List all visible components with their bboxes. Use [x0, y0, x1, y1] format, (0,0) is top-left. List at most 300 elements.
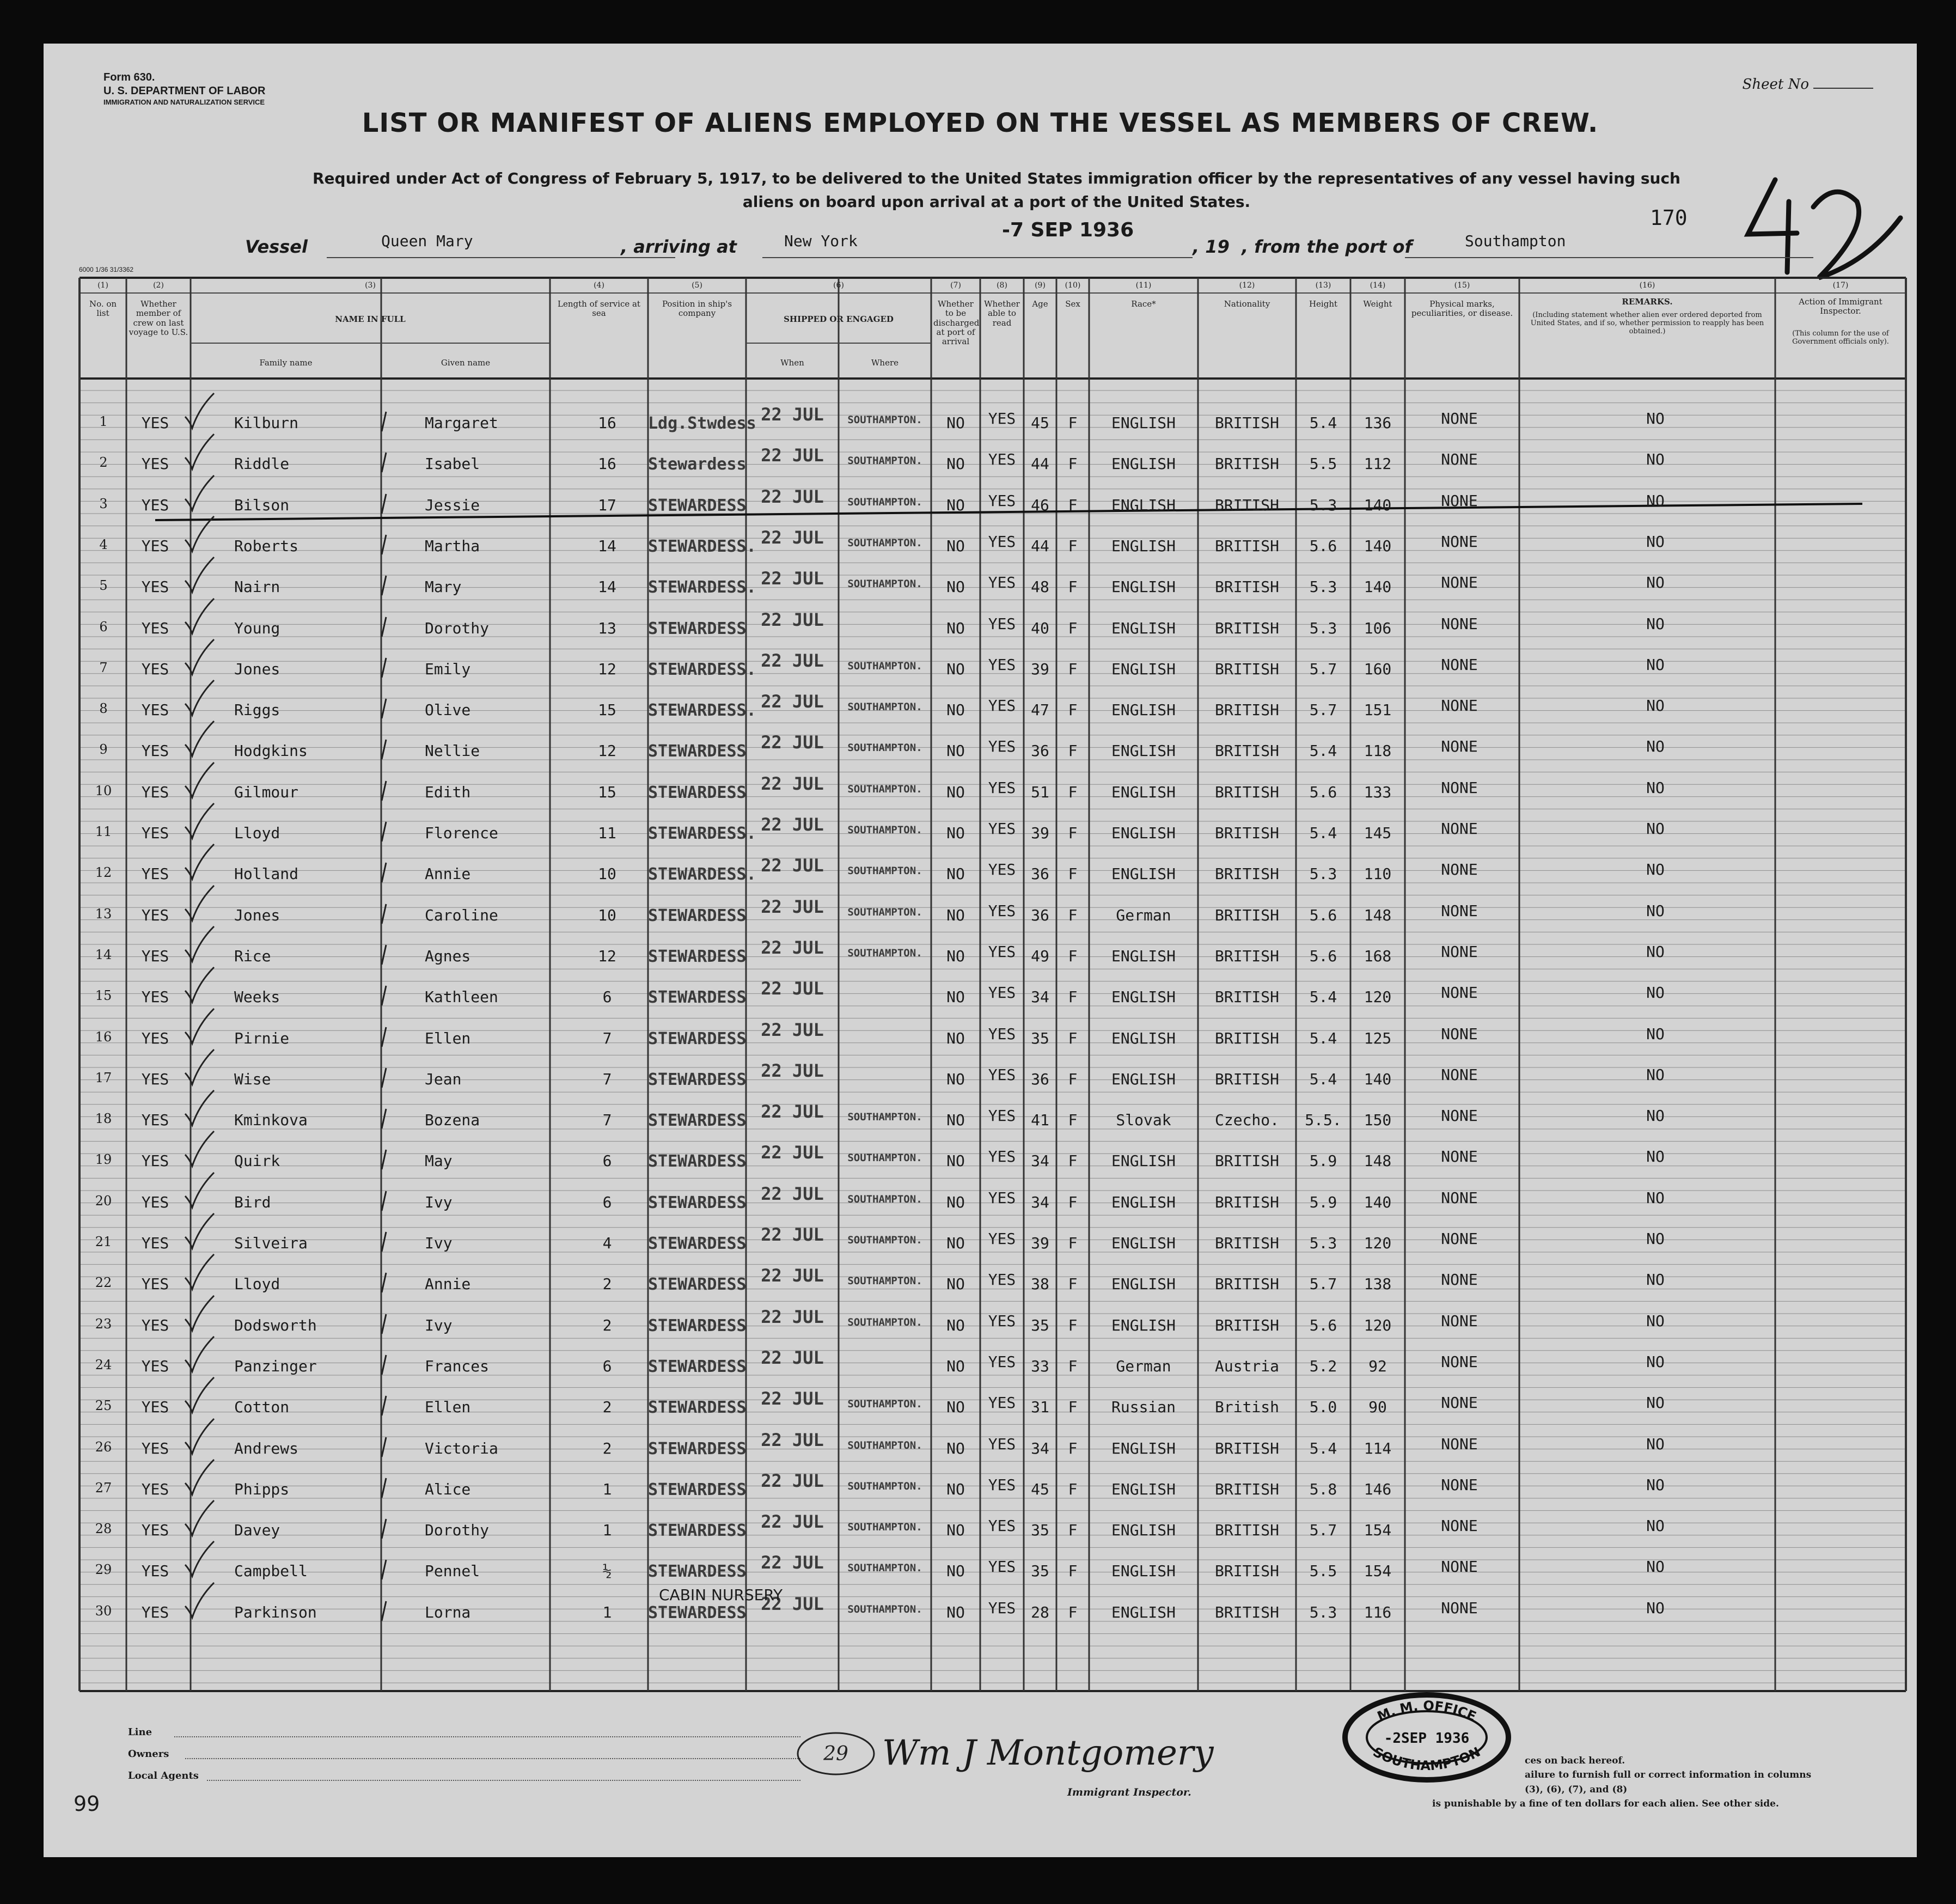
cell-family: Lloyd [234, 824, 280, 842]
cell-read: YES [988, 573, 1016, 592]
cell-when: 22 JUL [761, 1388, 824, 1409]
cell-read: YES [988, 450, 1016, 469]
cell-crew: YES [141, 455, 169, 473]
cell-where: SOUTHAMPTON. [847, 947, 922, 959]
cell-remarks: NO [1646, 410, 1665, 428]
cell-given: Ivy [425, 1234, 453, 1252]
cell-age: 31 [1031, 1398, 1049, 1417]
header-family-name: Family name [259, 358, 313, 368]
cell-family: Quirk [234, 1152, 280, 1170]
cell-marks: NONE [1441, 1311, 1478, 1330]
cell-when: 22 JUL [761, 1429, 824, 1450]
cell-no: 29 [95, 1562, 112, 1578]
cell-where: SOUTHAMPTON. [847, 742, 922, 754]
cell-disch: NO [946, 1070, 965, 1088]
cell-height: 5.4 [1309, 414, 1337, 432]
cell-nat: BRITISH [1214, 619, 1280, 637]
check-mark-icon [182, 761, 215, 800]
tally-slash-icon [378, 1149, 389, 1170]
check-mark-icon [182, 1418, 215, 1456]
cell-where: SOUTHAMPTON. [847, 1316, 922, 1328]
cell-age: 38 [1031, 1275, 1049, 1293]
cell-when: 22 JUL [761, 650, 824, 671]
cell-given: Ivy [425, 1316, 453, 1334]
cell-sex: F [1068, 1357, 1078, 1375]
cell-weight: 106 [1364, 619, 1392, 637]
cell-family: Silveira [234, 1234, 308, 1252]
header-c4: Length of service at sea [558, 299, 640, 319]
cell-crew: YES [141, 536, 169, 555]
cell-crew: YES [141, 1316, 169, 1334]
cell-position: STEWARDESS [648, 1111, 747, 1131]
cell-nat: BRITISH [1214, 1234, 1280, 1252]
owners-label: Owners [128, 1748, 169, 1760]
cell-marks: NONE [1441, 573, 1478, 592]
cell-when: 22 JUL [761, 896, 824, 917]
check-mark-icon [182, 1089, 215, 1127]
cell-position: STEWARDESS [648, 496, 747, 515]
cell-read: YES [988, 1558, 1016, 1576]
cell-height: 5.0 [1309, 1398, 1337, 1417]
cell-disch: NO [946, 1603, 965, 1621]
cell-disch: NO [946, 1439, 965, 1457]
cell-age: 39 [1031, 1234, 1049, 1252]
cell-weight: 120 [1364, 1234, 1392, 1252]
cell-remarks: NO [1646, 1311, 1665, 1330]
cell-where: SOUTHAMPTON. [847, 783, 922, 795]
cell-nat: BRITISH [1214, 1029, 1280, 1047]
cell-position: STEWARDESS [648, 1029, 747, 1048]
cell-disch: NO [946, 701, 965, 719]
department-name: U. S. DEPARTMENT OF LABOR [103, 85, 266, 97]
cell-read: YES [988, 614, 1016, 633]
cell-family: Hodgkins [234, 742, 308, 760]
cell-sex: F [1068, 947, 1078, 965]
cell-crew: YES [141, 742, 169, 760]
cell-service: 12 [598, 947, 616, 965]
cell-given: Victoria [425, 1439, 498, 1457]
cell-disch: NO [946, 1275, 965, 1293]
cell-service: 7 [602, 1111, 612, 1130]
cell-service: 10 [598, 906, 616, 924]
cell-race: ENGLISH [1111, 1562, 1176, 1580]
cell-height: 5.9 [1309, 1152, 1337, 1170]
cell-crew: YES [141, 414, 169, 432]
cell-weight: 140 [1364, 1070, 1392, 1088]
cell-no: 4 [99, 536, 108, 552]
cell-crew: YES [141, 906, 169, 924]
cell-marks: NONE [1441, 1271, 1478, 1289]
tally-slash-icon [378, 534, 389, 556]
cell-weight: 150 [1364, 1111, 1392, 1130]
check-mark-icon [182, 1048, 215, 1087]
cell-service: 4 [602, 1234, 612, 1252]
cell-where: SOUTHAMPTON. [847, 1562, 922, 1575]
cell-read: YES [988, 1065, 1016, 1084]
header-c1: No. on list [89, 299, 117, 319]
cell-position: Ldg.Stwdess [648, 414, 756, 433]
cell-sex: F [1068, 1480, 1078, 1498]
cell-nat: Czecho. [1214, 1111, 1280, 1130]
cell-no: 13 [95, 906, 112, 922]
cell-sex: F [1068, 1152, 1078, 1170]
cell-disch: NO [946, 414, 965, 432]
cell-when: 22 JUL [761, 937, 824, 958]
cell-remarks: NO [1646, 1271, 1665, 1289]
cell-position: STEWARDESS [648, 1275, 747, 1295]
cell-family: Panzinger [234, 1357, 317, 1375]
header-c9: Age [1032, 299, 1048, 309]
cell-service: 16 [598, 414, 616, 432]
cell-weight: 148 [1364, 906, 1392, 924]
line-label: Line [128, 1726, 152, 1738]
cell-position: STEWARDESS [648, 783, 747, 802]
cell-nat: BRITISH [1214, 1193, 1280, 1211]
cell-marks: NONE [1441, 1558, 1478, 1576]
cell-remarks: NO [1646, 1148, 1665, 1166]
cell-family: Nairn [234, 578, 280, 596]
header-c2: Whether member of crew on last voyage to U.S. [129, 299, 188, 337]
header-column-number-c5: (5) [692, 281, 702, 290]
cell-race: ENGLISH [1111, 1152, 1176, 1170]
cell-no: 3 [99, 496, 108, 511]
cell-when: 22 JUL [761, 1060, 824, 1081]
vessel-label: Vessel [245, 236, 308, 257]
cell-no: 27 [95, 1480, 112, 1496]
cell-height: 5.4 [1309, 1029, 1337, 1047]
cell-crew: YES [141, 1275, 169, 1293]
cell-height: 5.7 [1309, 701, 1337, 719]
cell-position: STEWARDESS [648, 988, 747, 1008]
check-mark-icon [182, 802, 215, 840]
from-port: Southampton [1465, 232, 1566, 250]
cell-position: STEWARDESS [648, 1398, 747, 1418]
cell-family: Phipps [234, 1480, 290, 1498]
cell-sex: F [1068, 1193, 1078, 1211]
cell-disch: NO [946, 1398, 965, 1417]
cell-marks: NONE [1441, 737, 1478, 756]
cell-age: 40 [1031, 619, 1049, 637]
cell-race: ENGLISH [1111, 742, 1176, 760]
tally-slash-icon [378, 698, 389, 719]
cell-given: Dorothy [425, 1521, 490, 1540]
cell-sex: F [1068, 701, 1078, 719]
cell-sex: F [1068, 1111, 1078, 1130]
cell-age: 34 [1031, 1193, 1049, 1211]
arrival-date-stamp: -7 SEP 1936 [1002, 219, 1134, 241]
header-c7: Whether to be discharged at port of arrival [933, 299, 980, 346]
stamp-top-text: M. M. OFFICE [1375, 1698, 1479, 1725]
cell-when: 22 JUL [761, 814, 824, 835]
cell-weight: 154 [1364, 1521, 1392, 1540]
cell-when: 22 JUL [761, 1224, 824, 1245]
cell-marks: NONE [1441, 410, 1478, 428]
cell-age: 45 [1031, 1480, 1049, 1498]
cell-weight: 136 [1364, 414, 1392, 432]
tally-slash-icon [378, 944, 389, 966]
check-mark-icon [182, 392, 215, 430]
cell-nat: BRITISH [1214, 865, 1280, 883]
cell-when: 22 JUL [761, 1511, 824, 1533]
cell-read: YES [988, 1024, 1016, 1043]
service-name: IMMIGRATION AND NATURALIZATION SERVICE [103, 98, 265, 106]
cell-read: YES [988, 737, 1016, 756]
cell-service: 12 [598, 742, 616, 760]
cell-sex: F [1068, 1521, 1078, 1540]
header-column-number-c13: (13) [1315, 281, 1331, 290]
cell-marks: NONE [1441, 778, 1478, 797]
header-column-number-c1: (1) [97, 281, 108, 290]
cell-crew: YES [141, 660, 169, 678]
check-mark-icon [182, 556, 215, 594]
cell-family: Parkinson [234, 1603, 317, 1621]
cell-race: ENGLISH [1111, 1316, 1176, 1334]
cell-crew: YES [141, 1029, 169, 1047]
cell-family: Wise [234, 1070, 271, 1088]
cell-family: Gilmour [234, 783, 299, 801]
cell-height: 5.6 [1309, 947, 1337, 965]
header-column-number-c6: (6) [833, 281, 844, 290]
cell-sex: F [1068, 824, 1078, 842]
local-agents-label: Local Agents [128, 1770, 199, 1781]
cell-nat: BRITISH [1214, 988, 1280, 1006]
cell-position: Stewardess [648, 455, 747, 474]
cell-marks: NONE [1441, 614, 1478, 633]
cell-position: STEWARDESS [648, 1316, 747, 1335]
subtitle-line-2: aliens on board upon arrival at a port of the United States. [742, 193, 1251, 211]
cell-height: 5.5 [1309, 1562, 1337, 1580]
cell-where: SOUTHAMPTON. [847, 496, 922, 508]
cell-height: 5.5 [1309, 455, 1337, 473]
cell-when: 22 JUL [761, 1470, 824, 1491]
cell-crew: YES [141, 701, 169, 719]
cell-age: 35 [1031, 1029, 1049, 1047]
check-mark-icon [182, 1295, 215, 1333]
cell-read: YES [988, 1394, 1016, 1412]
cell-position: STEWARDESS [648, 947, 747, 966]
cell-service: 2 [602, 1439, 612, 1457]
cell-read: YES [988, 697, 1016, 715]
cell-weight: 138 [1364, 1275, 1392, 1293]
header-column-number-c16: (16) [1639, 281, 1655, 290]
cell-service: 15 [598, 783, 616, 801]
cell-where: SOUTHAMPTON. [847, 1521, 922, 1534]
tally-slash-icon [378, 616, 389, 638]
cell-weight: 140 [1364, 536, 1392, 555]
cell-where: SOUTHAMPTON. [847, 455, 922, 467]
cell-weight: 145 [1364, 824, 1392, 842]
cell-given: Nellie [425, 742, 480, 760]
cell-race: ENGLISH [1111, 1029, 1176, 1047]
check-mark-icon [182, 966, 215, 1004]
header-column-number-c17: (17) [1832, 281, 1849, 290]
tally-slash-icon [378, 411, 389, 432]
header-shipped-where: Where [871, 358, 898, 368]
cell-sex: F [1068, 1439, 1078, 1457]
cell-race: ENGLISH [1111, 1193, 1176, 1211]
cell-service: ½ [602, 1562, 612, 1580]
cell-read: YES [988, 984, 1016, 1002]
cell-age: 28 [1031, 1603, 1049, 1621]
cell-age: 44 [1031, 455, 1049, 473]
cell-nat: BRITISH [1214, 906, 1280, 924]
cell-height: 5.6 [1309, 783, 1337, 801]
cell-height: 5.3 [1309, 1234, 1337, 1252]
cell-height: 5.6 [1309, 906, 1337, 924]
cell-read: YES [988, 491, 1016, 510]
tally-slash-icon [378, 1231, 389, 1253]
cell-no: 6 [99, 619, 108, 634]
cell-family: Lloyd [234, 1275, 280, 1293]
cell-age: 36 [1031, 1070, 1049, 1088]
cell-height: 5.2 [1309, 1357, 1337, 1375]
cell-when: 22 JUL [761, 445, 824, 466]
cell-sex: F [1068, 1398, 1078, 1417]
check-mark-icon [182, 433, 215, 471]
cell-weight: 133 [1364, 783, 1392, 801]
cell-given: Bozena [425, 1111, 480, 1130]
cell-when: 22 JUL [761, 1265, 824, 1286]
cell-crew: YES [141, 865, 169, 883]
tally-slash-icon [378, 1518, 389, 1540]
cell-weight: 168 [1364, 947, 1392, 965]
cell-disch: NO [946, 1480, 965, 1498]
cell-given: Florence [425, 824, 498, 842]
cell-nat: BRITISH [1214, 1521, 1280, 1540]
cell-where: SOUTHAMPTON. [847, 414, 922, 426]
cell-where: SOUTHAMPTON. [847, 660, 922, 672]
cell-no: 17 [95, 1070, 112, 1085]
cell-where: SOUTHAMPTON. [847, 536, 922, 549]
cell-crew: YES [141, 1070, 169, 1088]
cell-age: 35 [1031, 1562, 1049, 1580]
cell-weight: 114 [1364, 1439, 1392, 1457]
cell-read: YES [988, 820, 1016, 838]
cell-age: 44 [1031, 536, 1049, 555]
cell-weight: 120 [1364, 1316, 1392, 1334]
header-action-note: (This column for the use of Government officials only). [1792, 329, 1889, 346]
cell-age: 41 [1031, 1111, 1049, 1130]
cell-when: 22 JUL [761, 1019, 824, 1040]
cell-race: ENGLISH [1111, 1275, 1176, 1293]
cell-crew: YES [141, 1480, 169, 1498]
from-port-label: , from the port of [1242, 236, 1413, 257]
tally-slash-icon [378, 1026, 389, 1048]
cell-weight: 110 [1364, 865, 1392, 883]
cell-marks: NONE [1441, 532, 1478, 551]
cell-position: STEWARDESS. [648, 660, 756, 679]
cell-position: STEWARDESS [648, 1521, 747, 1541]
header-given-name: Given name [441, 358, 491, 368]
cell-disch: NO [946, 1111, 965, 1130]
cell-race: ENGLISH [1111, 824, 1176, 842]
tally-slash-icon [378, 1067, 389, 1089]
cell-family: Holland [234, 865, 299, 883]
cell-read: YES [988, 532, 1016, 551]
cell-given: Alice [425, 1480, 471, 1498]
cell-nat: BRITISH [1214, 496, 1280, 514]
tally-slash-icon [378, 451, 389, 473]
arrival-port: New York [784, 232, 858, 250]
cell-family: Riggs [234, 701, 280, 719]
cell-remarks: NO [1646, 984, 1665, 1002]
cell-where: SOUTHAMPTON. [847, 1152, 922, 1164]
header-column-number-c9: (9) [1035, 281, 1046, 290]
cell-crew: YES [141, 947, 169, 965]
cell-no: 20 [95, 1193, 112, 1209]
cell-remarks: NO [1646, 1598, 1665, 1617]
cell-family: Kminkova [234, 1111, 308, 1130]
cell-read: YES [988, 1188, 1016, 1207]
check-mark-icon [182, 1130, 215, 1168]
cell-height: 5.3 [1309, 578, 1337, 596]
cell-no: 18 [95, 1111, 112, 1127]
cell-age: 51 [1031, 783, 1049, 801]
cell-family: Bird [234, 1193, 271, 1211]
cell-nat: BRITISH [1214, 578, 1280, 596]
cell-marks: NONE [1441, 1024, 1478, 1043]
cell-where: SOUTHAMPTON. [847, 1111, 922, 1124]
inspector-caption: Immigrant Inspector. [1067, 1786, 1191, 1798]
cell-read: YES [988, 410, 1016, 428]
check-mark-icon [182, 515, 215, 553]
cell-nat: BRITISH [1214, 1562, 1280, 1580]
cell-service: 10 [598, 865, 616, 883]
cell-disch: NO [946, 742, 965, 760]
cell-read: YES [988, 1311, 1016, 1330]
cell-given: Kathleen [425, 988, 498, 1006]
manifest-sheet [44, 44, 1917, 1857]
cell-service: 15 [598, 701, 616, 719]
cell-marks: NONE [1441, 697, 1478, 715]
cell-nat: Austria [1214, 1357, 1280, 1375]
cell-disch: NO [946, 783, 965, 801]
cell-position: STEWARDESS. [648, 578, 756, 597]
cell-no: 11 [95, 824, 112, 839]
cell-remarks: NO [1646, 1475, 1665, 1494]
cell-crew: YES [141, 988, 169, 1006]
cell-sex: F [1068, 1275, 1078, 1293]
cell-marks: NONE [1441, 1394, 1478, 1412]
cell-where: SOUTHAMPTON. [847, 1234, 922, 1246]
cell-nat: BRITISH [1214, 1439, 1280, 1457]
cell-given: Ellen [425, 1398, 471, 1417]
cell-no: 9 [99, 742, 108, 758]
tally-slash-icon [378, 657, 389, 679]
cell-disch: NO [946, 455, 965, 473]
cell-race: ENGLISH [1111, 660, 1176, 678]
cell-read: YES [988, 655, 1016, 674]
tally-slash-icon [378, 1395, 389, 1417]
cell-when: 22 JUL [761, 568, 824, 589]
cell-where: SOUTHAMPTON. [847, 701, 922, 713]
cell-height: 5.3 [1309, 619, 1337, 637]
cell-race: ENGLISH [1111, 947, 1176, 965]
cell-sex: F [1068, 1234, 1078, 1252]
stamp-date: -2SEP 1936 [1384, 1730, 1470, 1747]
penalty-note-line-1: ces on back hereof. [1525, 1755, 1625, 1766]
form-number: Form 630. [103, 71, 155, 83]
cell-read: YES [988, 861, 1016, 879]
cell-height: 5.6 [1309, 536, 1337, 555]
cell-age: 39 [1031, 824, 1049, 842]
cell-family: Weeks [234, 988, 280, 1006]
cell-service: 7 [602, 1029, 612, 1047]
cell-sex: F [1068, 742, 1078, 760]
cell-height: 5.3 [1309, 1603, 1337, 1621]
cell-given: Ellen [425, 1029, 471, 1047]
cell-service: 1 [602, 1521, 612, 1540]
